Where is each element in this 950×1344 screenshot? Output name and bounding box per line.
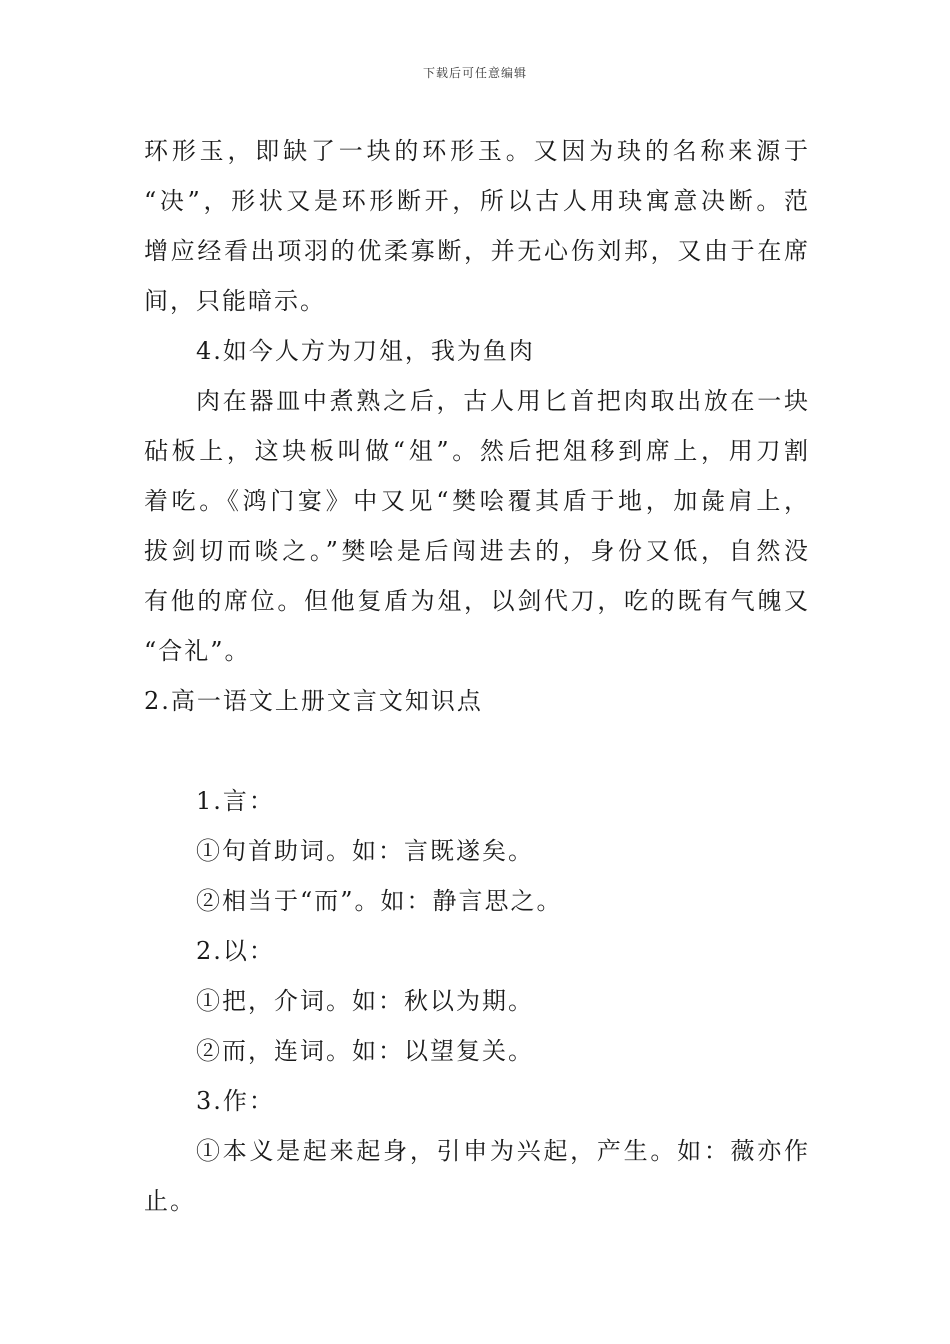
paragraph-line: 砧板上，这块板叫做“俎”。然后把俎移到席上，用刀割 bbox=[144, 437, 810, 465]
document-body bbox=[144, 126, 810, 1226]
list-item: ②相当于“而”。如：静言思之。 bbox=[196, 887, 563, 915]
paragraph-line: “合礼”。 bbox=[144, 637, 251, 665]
paragraph-line: 拔剑切而啖之。”樊哙是后闯进去的，身份又低，自然没 bbox=[144, 537, 810, 565]
paragraph-line: 间，只能暗示。 bbox=[144, 287, 326, 315]
list-item: ①把，介词。如：秋以为期。 bbox=[196, 987, 534, 1015]
section-heading: 4.如今人方为刀俎，我为鱼肉 bbox=[196, 337, 535, 365]
paragraph-line: 肉在器皿中煮熟之后，古人用匕首把肉取出放在一块 bbox=[196, 387, 810, 415]
list-item: ①本义是起来起身，引申为兴起，产生。如：薇亦作 bbox=[196, 1137, 810, 1165]
list-item: ②而，连词。如：以望复关。 bbox=[196, 1037, 534, 1065]
list-heading: 3.作： bbox=[196, 1087, 275, 1115]
paragraph-line: 有他的席位。但他复盾为俎，以剑代刀，吃的既有气魄又 bbox=[144, 587, 810, 615]
paragraph-line: 着吃。《鸿门宴》中又见“樊哙覆其盾于地，加彘肩上， bbox=[144, 487, 810, 515]
paragraph-line: “决”，形状又是环形断开，所以古人用玦寓意决断。范 bbox=[144, 187, 810, 215]
page-header: 下载后可任意编辑 bbox=[422, 66, 527, 80]
paragraph-line: 增应经看出项羽的优柔寡断，并无心伤刘邦，又由于在席 bbox=[144, 237, 810, 265]
list-heading: 2.以： bbox=[196, 937, 275, 965]
blank-line bbox=[144, 726, 810, 776]
paragraph-line: 环形玉，即缺了一块的环形玉。又因为玦的名称来源于 bbox=[144, 137, 810, 165]
section-title: 2.高一语文上册文言文知识点 bbox=[144, 687, 483, 715]
list-item-continuation: 止。 bbox=[144, 1187, 196, 1215]
list-item: ①句首助词。如：言既遂矣。 bbox=[196, 837, 534, 865]
list-heading: 1.言： bbox=[196, 787, 275, 815]
